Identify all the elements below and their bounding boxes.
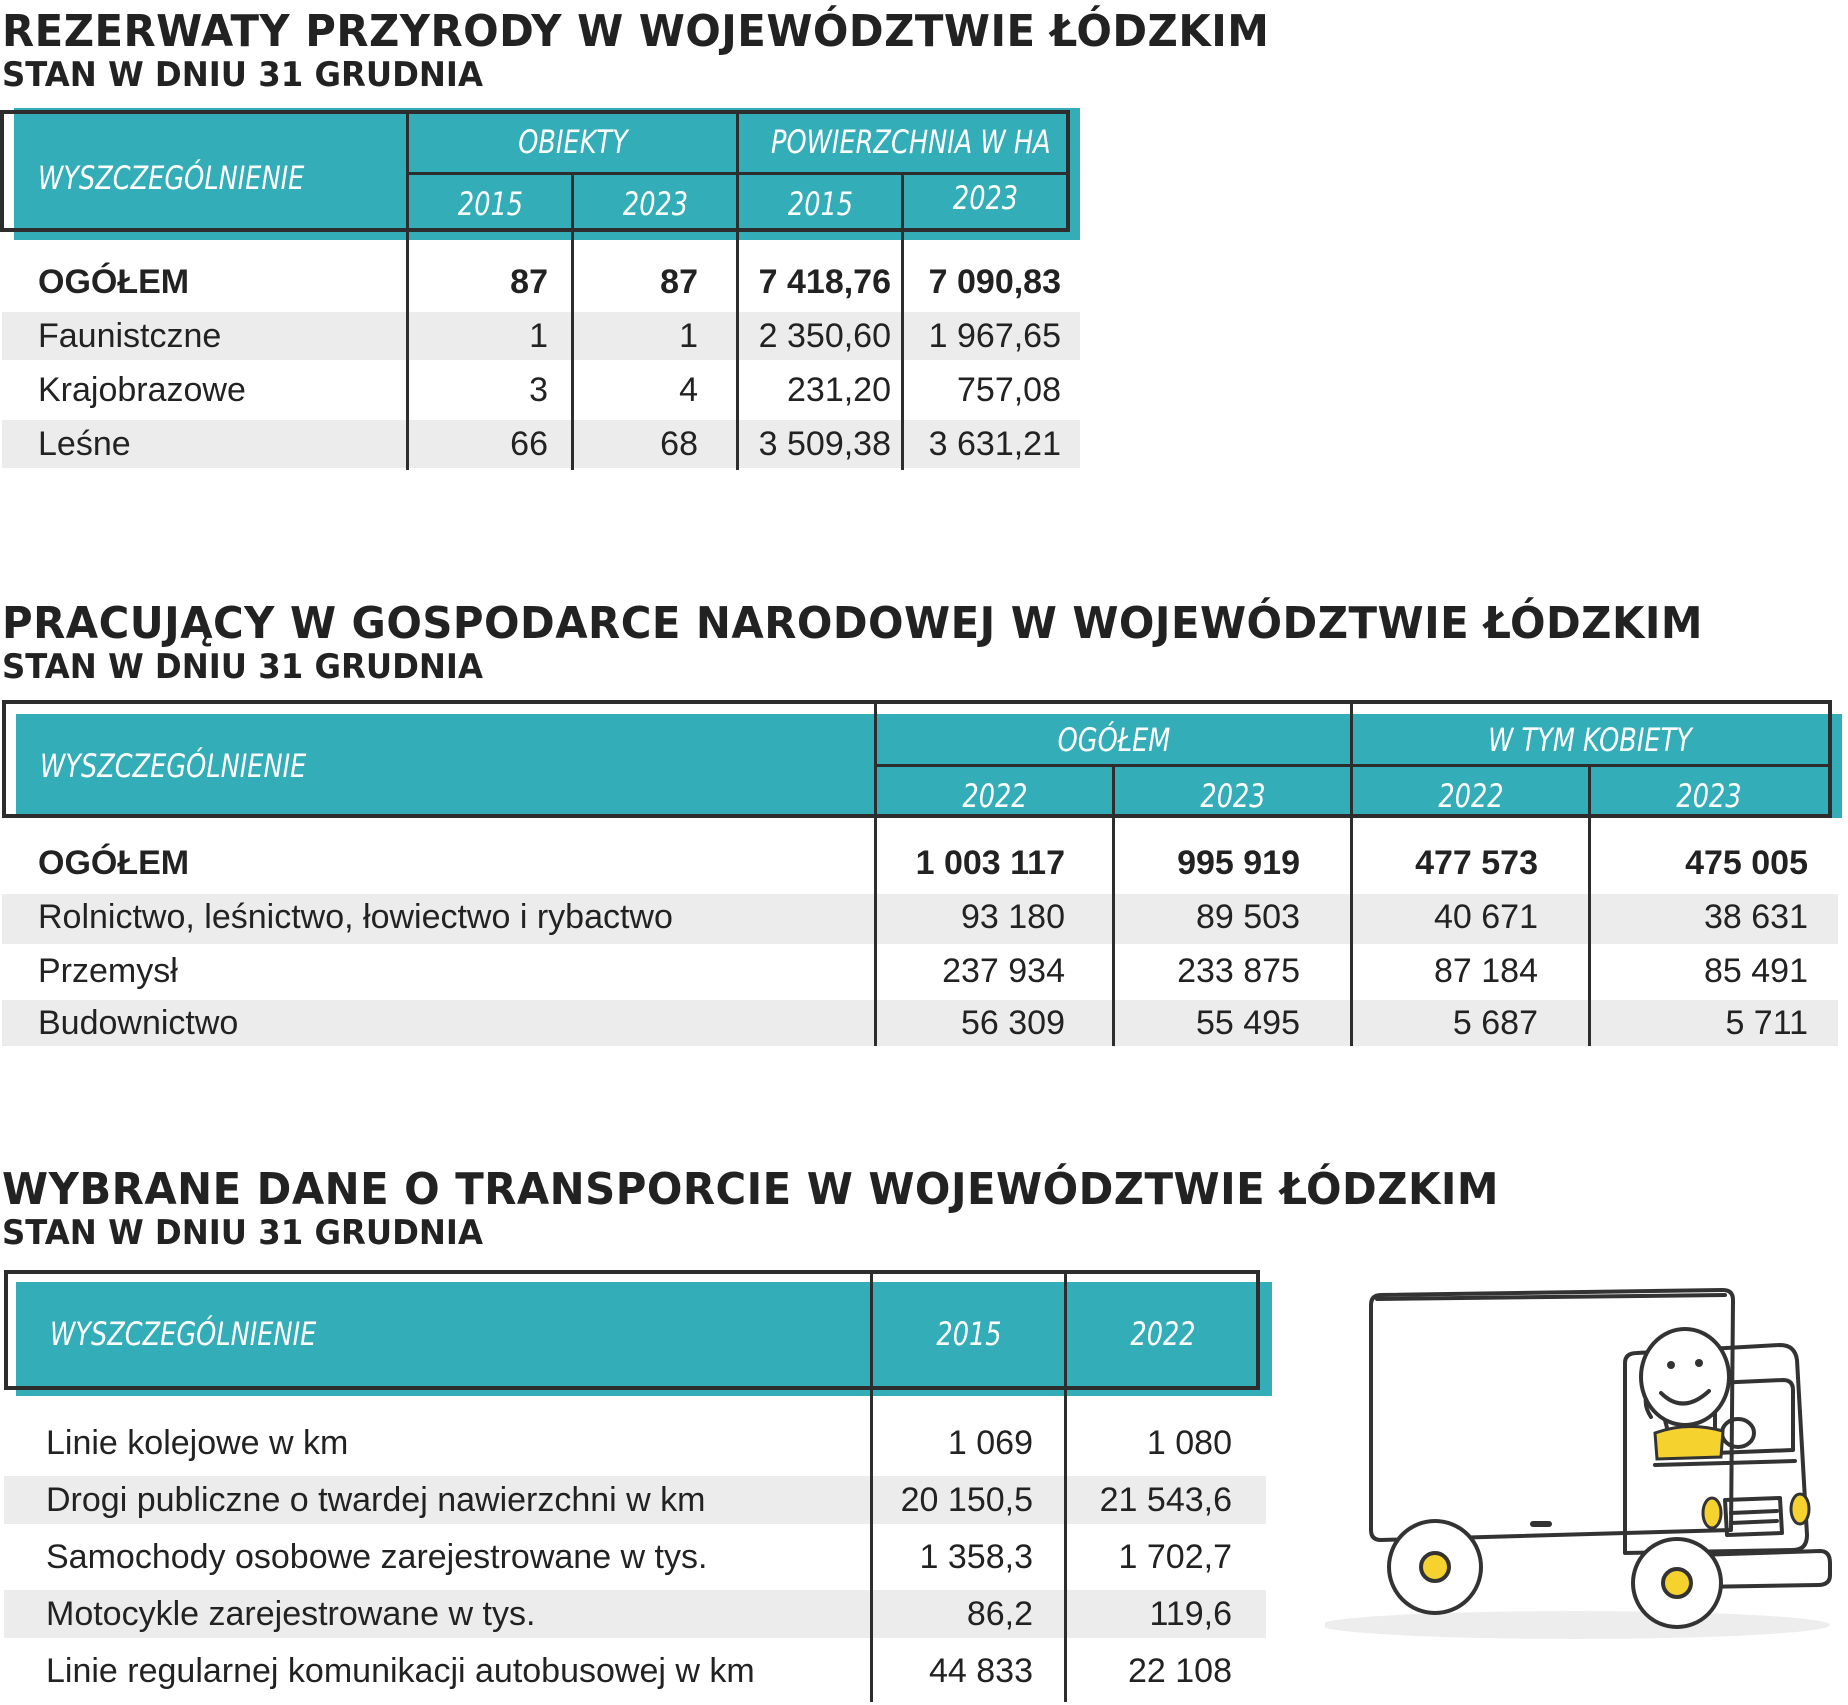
table-cell: 5 687	[1452, 1004, 1538, 1042]
table-cell: 89 503	[1196, 898, 1300, 936]
table-cell: 2 350,60	[758, 317, 891, 355]
table-cell: 56 309	[961, 1004, 1065, 1042]
table-cell: 231,20	[787, 371, 891, 409]
table-cell: 233 875	[1177, 952, 1300, 990]
table-row-label: Motocykle zarejestrowane w tys.	[46, 1595, 536, 1633]
table-cell: 20 150,5	[900, 1481, 1033, 1519]
year-header: 2023	[1676, 777, 1742, 815]
table-cell: 87	[510, 263, 548, 301]
table-row-label: Krajobrazowe	[38, 371, 246, 409]
year-header: 2015	[787, 185, 854, 223]
table-cell: 1 069	[947, 1424, 1033, 1462]
table-cell: 66	[510, 425, 548, 463]
year-header: 2022	[1130, 1315, 1196, 1353]
table-cell: 55 495	[1196, 1004, 1300, 1042]
column-header-label: WYSZCZEGÓLNIENIE	[38, 159, 305, 197]
table-cell: 38 631	[1704, 898, 1808, 936]
column-group-header: W TYM KOBIETY	[1488, 721, 1692, 759]
table-cell: 7 090,83	[928, 263, 1061, 301]
year-header: 2022	[1438, 777, 1504, 815]
table-cell: 87 184	[1434, 952, 1538, 990]
table-title: REZERWATY PRZYRODY W WOJEWÓDZTWIE ŁÓDZKIM	[2, 6, 1270, 57]
table-row-label: Linie regularnej komunikacji autobusowej w km	[46, 1652, 755, 1690]
table-subtitle: STAN W DNIU 31 GRUDNIA	[2, 647, 483, 687]
column-header-label: WYSZCZEGÓLNIENIE	[40, 747, 307, 785]
year-header: 2015	[457, 185, 524, 223]
table-cell: 995 919	[1177, 844, 1300, 882]
column-group-header: OBIEKTY	[518, 123, 628, 161]
table-cell: 475 005	[1685, 844, 1808, 882]
table-subtitle: STAN W DNIU 31 GRUDNIA	[2, 1213, 483, 1253]
delivery-truck-icon	[1325, 1285, 1845, 1645]
table-cell: 87	[660, 263, 698, 301]
table-title: PRACUJĄCY W GOSPODARCE NARODOWEJ W WOJEWÓDZTWIE ŁÓDZKIM	[2, 598, 1703, 649]
year-header: 2023	[1200, 777, 1266, 815]
table-row-label: Drogi publiczne o twardej nawierzchni w km	[46, 1481, 706, 1519]
table-row-label: Przemysł	[38, 952, 178, 990]
table-row-label: OGÓŁEM	[38, 263, 190, 301]
table-cell: 86,2	[966, 1595, 1033, 1633]
table-title: WYBRANE DANE O TRANSPORCIE W WOJEWÓDZTWIE ŁÓDZKIM	[2, 1164, 1499, 1215]
table-cell: 40 671	[1434, 898, 1538, 936]
year-header: 2023	[622, 185, 689, 223]
table-cell: 477 573	[1415, 844, 1538, 882]
table-row-label: Samochody osobowe zarejestrowane w tys.	[46, 1538, 708, 1576]
table-row-label: OGÓŁEM	[38, 844, 190, 882]
table-cell: 1	[529, 317, 548, 355]
table-cell: 1 967,65	[928, 317, 1061, 355]
table-cell: 22 108	[1128, 1652, 1232, 1690]
table-cell: 85 491	[1704, 952, 1808, 990]
table-row-label: Linie kolejowe w km	[46, 1424, 349, 1462]
table-row-label: Leśne	[38, 425, 131, 463]
table-row-label: Rolnictwo, leśnictwo, łowiectwo i rybactwo	[38, 898, 673, 936]
table-cell: 7 418,76	[758, 263, 891, 301]
table-cell: 1	[679, 317, 698, 355]
year-header: 2015	[936, 1315, 1002, 1353]
year-header: 2023	[952, 179, 1019, 217]
column-header-label: WYSZCZEGÓLNIENIE	[50, 1315, 317, 1353]
table-cell: 21 543,6	[1099, 1481, 1232, 1519]
table-cell: 1 702,7	[1118, 1538, 1232, 1576]
table-cell: 237 934	[942, 952, 1065, 990]
table-cell: 68	[660, 425, 698, 463]
year-header: 2022	[962, 777, 1028, 815]
table-cell: 3	[529, 371, 548, 409]
table-cell: 757,08	[957, 371, 1061, 409]
table-cell: 3 509,38	[758, 425, 891, 463]
table-cell: 119,6	[1149, 1595, 1232, 1633]
table-cell: 3 631,21	[928, 425, 1061, 463]
table-cell: 1 080	[1146, 1424, 1232, 1462]
table-cell: 44 833	[929, 1652, 1033, 1690]
table-cell: 5 711	[1725, 1004, 1808, 1042]
table-cell: 1 003 117	[915, 844, 1065, 882]
column-group-header: POWIERZCHNIA W HA	[771, 123, 1051, 161]
column-group-header: OGÓŁEM	[1057, 721, 1171, 759]
table-cell: 4	[679, 371, 698, 409]
table-subtitle: STAN W DNIU 31 GRUDNIA	[2, 55, 483, 95]
table-cell: 93 180	[961, 898, 1065, 936]
table-row-label: Budownictwo	[38, 1004, 239, 1042]
table-row-label: Faunistczne	[38, 317, 222, 355]
table-cell: 1 358,3	[919, 1538, 1033, 1576]
